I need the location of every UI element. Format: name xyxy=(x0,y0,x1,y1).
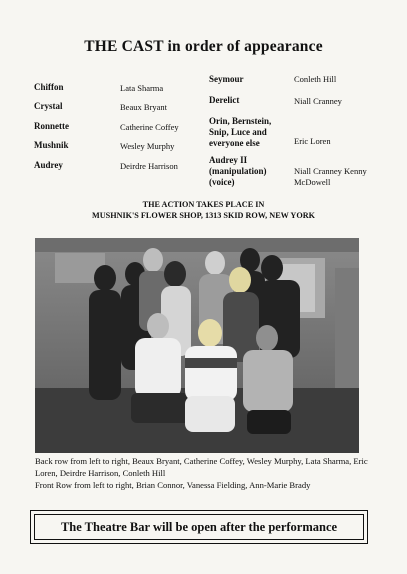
actor-ronnette: Catherine Coffey xyxy=(120,122,179,132)
bar-notice-box xyxy=(30,510,368,544)
cast-photo xyxy=(35,238,359,453)
role-chiffon: Chiffon xyxy=(34,82,64,92)
actor-orin: Eric Loren xyxy=(294,136,331,146)
role-mushnik: Mushnik xyxy=(34,140,69,150)
page-title: THE CAST in order of appearance xyxy=(84,38,323,55)
role-orin: Orin, Bernstein, Snip, Luce and everyone else xyxy=(209,116,272,148)
role-audrey-ii: Audrey II (manipulation) (voice) xyxy=(209,155,267,187)
role-ronnette: Ronnette xyxy=(34,121,69,131)
bar-notice-text: The Theatre Bar will be open after the performance xyxy=(34,514,364,540)
cast-photo-image xyxy=(35,238,359,453)
actor-seymour: Conleth Hill xyxy=(294,74,337,84)
actor-audrey-ii: Niall Cranney Kenny McDowell xyxy=(294,166,367,187)
role-crystal: Crystal xyxy=(34,101,63,111)
actor-crystal: Beaux Bryant xyxy=(120,102,167,112)
actor-audrey: Deirdre Harrison xyxy=(120,161,178,171)
role-derelict: Derelict xyxy=(209,95,240,105)
role-audrey: Audrey xyxy=(34,160,63,170)
action-line-2: MUSHNIK'S FLOWER SHOP, 1313 SKID ROW, NEW YORK xyxy=(92,211,315,220)
caption-back-row: Back row from left to right, Beaux Bryant, Catherine Coffey, Wesley Murphy, Lata Sharma, Eric Loren, Deirdre Harrison, Conleth Hill xyxy=(35,456,368,478)
role-seymour: Seymour xyxy=(209,74,244,84)
action-line-1: THE ACTION TAKES PLACE IN xyxy=(142,200,265,209)
actor-mushnik: Wesley Murphy xyxy=(120,141,175,151)
photo-caption xyxy=(35,455,375,491)
actor-chiffon: Lata Sharma xyxy=(120,83,164,93)
actor-derelict: Niall Cranney xyxy=(294,96,342,106)
caption-front-row: Front Row from left to right, Brian Connor, Vanessa Fielding, Ann-Marie Brady xyxy=(35,480,311,490)
